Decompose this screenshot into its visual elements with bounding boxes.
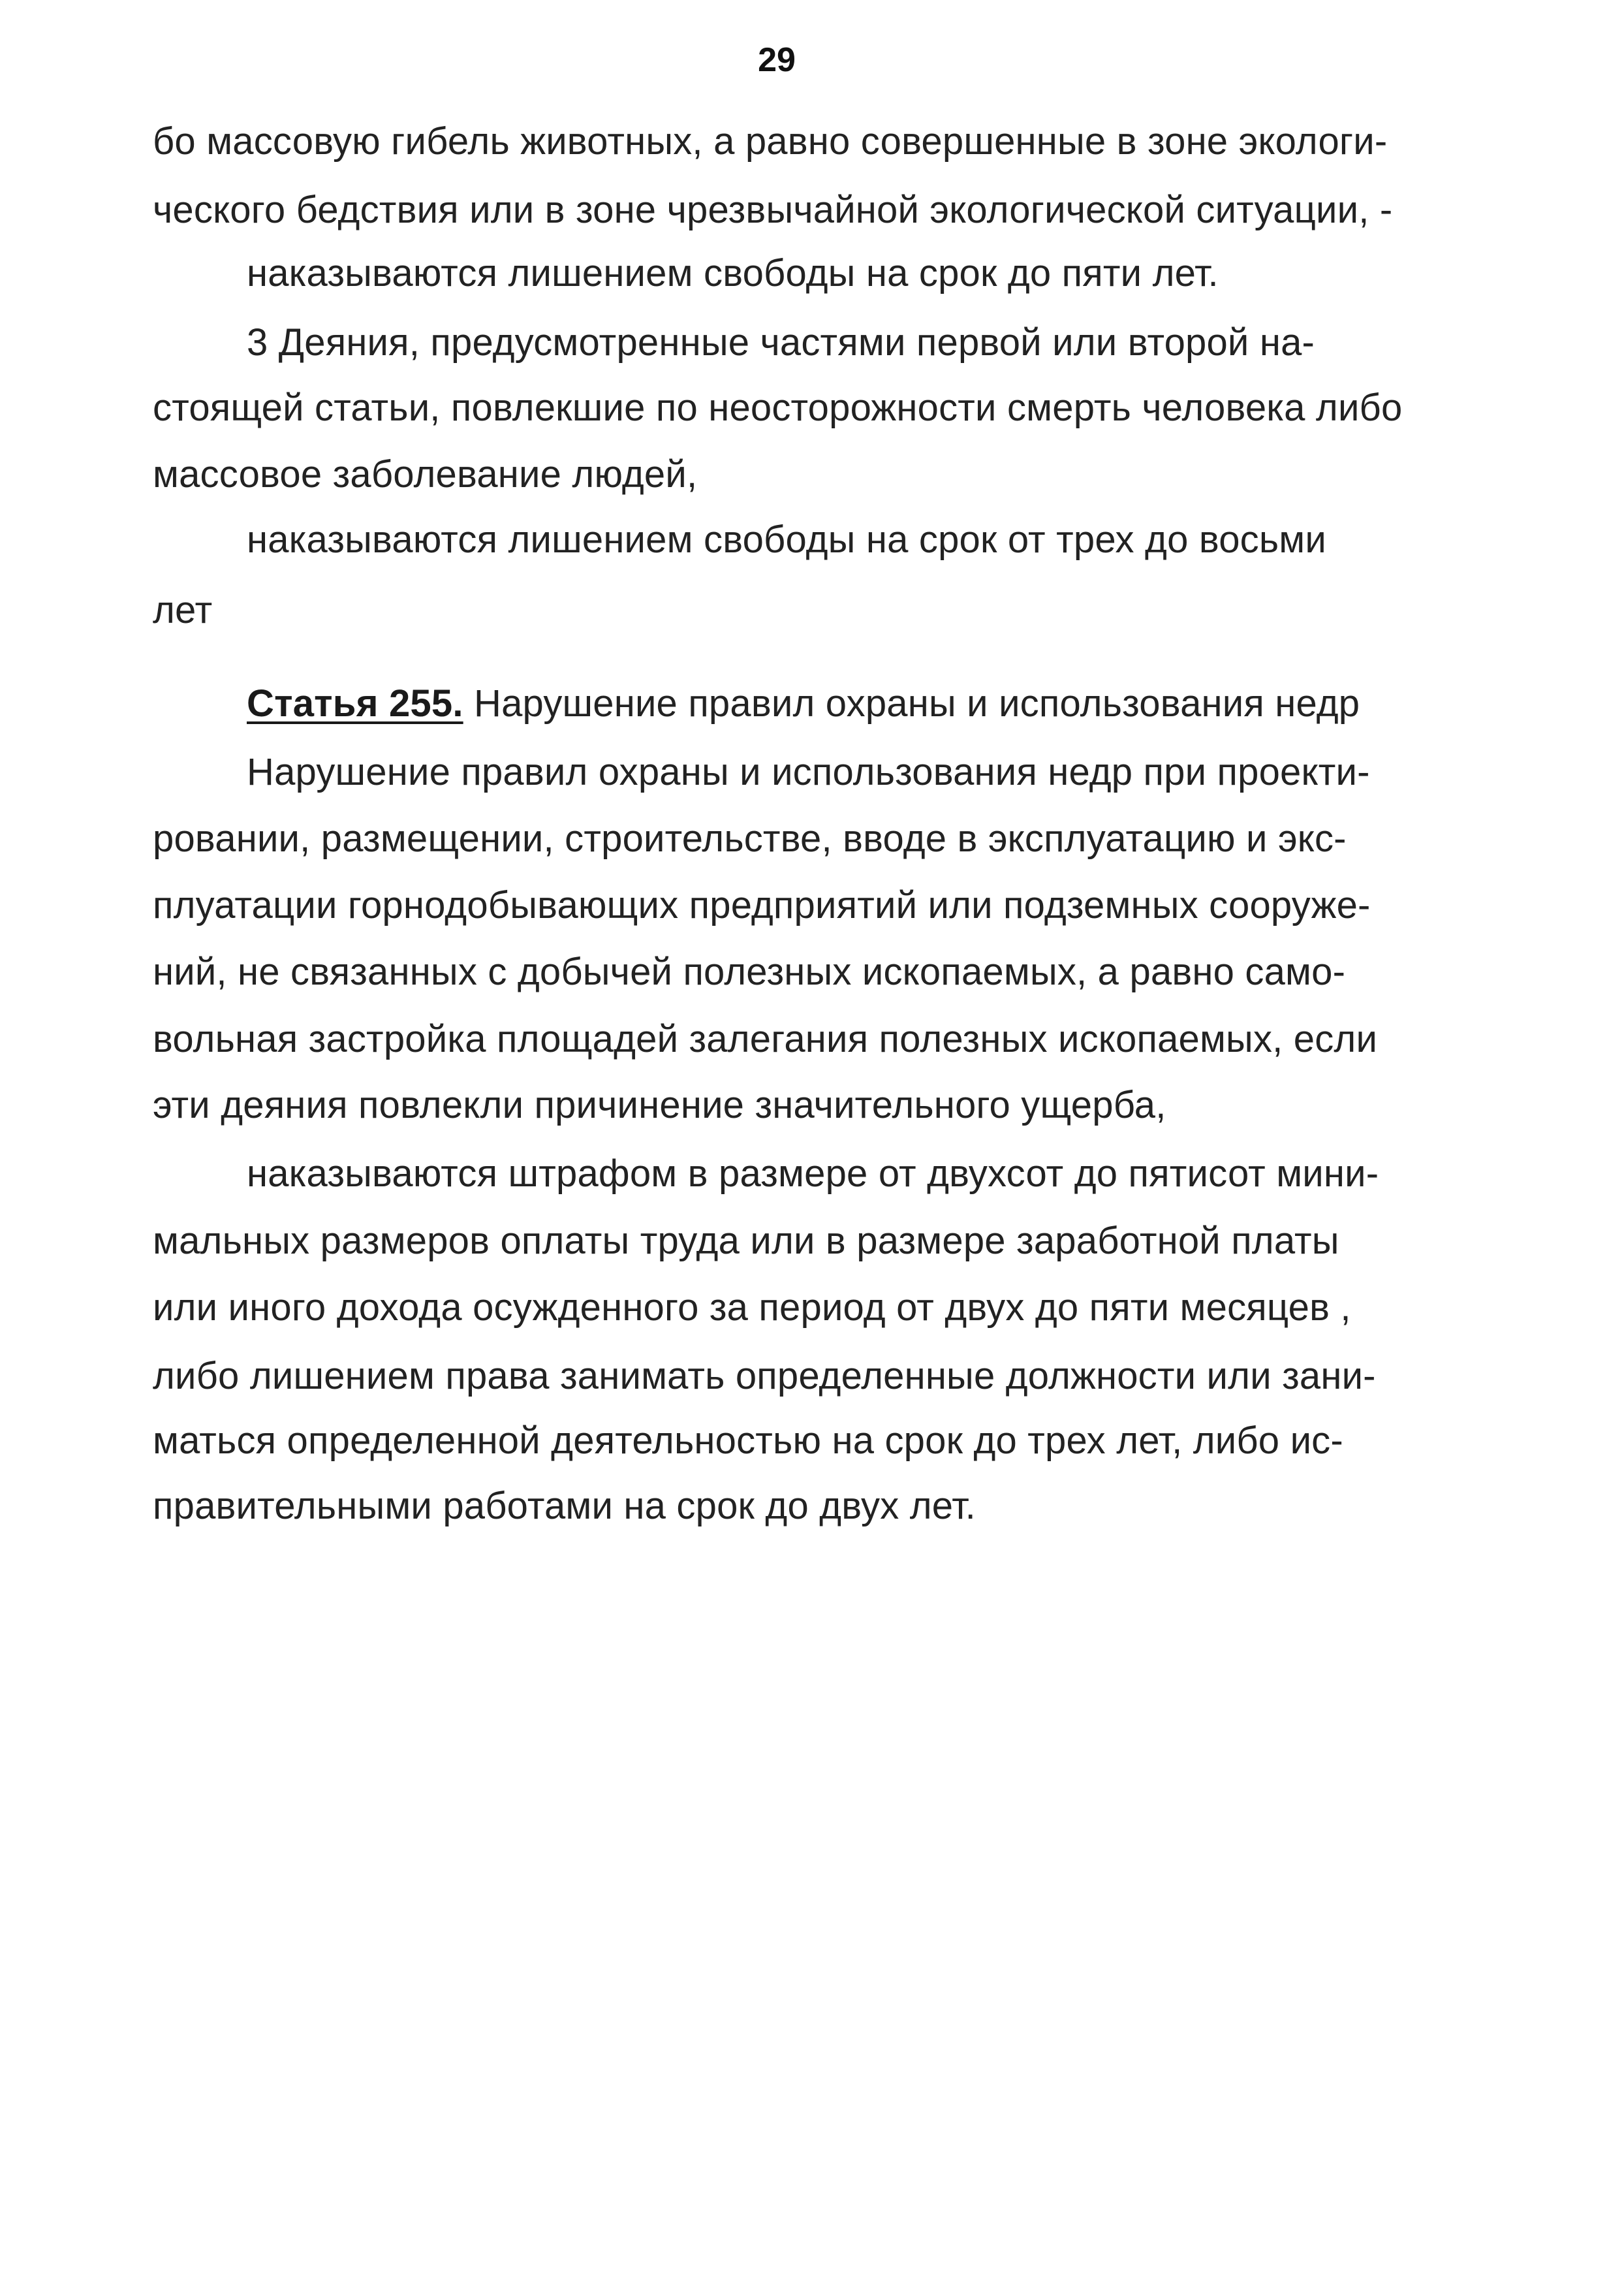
text-line: лет (153, 589, 213, 631)
text-line: наказываются лишением свободы на срок до пяти лет. (247, 252, 1219, 294)
text-line: мальных размеров оплаты труда или в размере заработной платы (153, 1220, 1339, 1262)
text-line: Нарушение правил охраны и использования недр при проекти- (247, 751, 1370, 793)
text-line: ровании, размещении, строительстве, вводе в эксплуатацию и экс- (153, 817, 1347, 860)
text-line: или иного дохода осужденного за период от двух до пяти месяцев , (153, 1286, 1351, 1329)
text-line: массовое заболевание людей, (153, 453, 698, 496)
text-line: маться определенной деятельностью на срок до трех лет, либо ис- (153, 1419, 1343, 1462)
text-line: 3 Деяния, предусмотренные частями первой или второй на- (247, 321, 1315, 364)
text-line: плуатации горнодобывающих предприятий или подземных сооруже- (153, 884, 1371, 926)
article-heading (247, 681, 1360, 727)
page-number: 29 (758, 41, 796, 79)
text-line: наказываются штрафом в размере от двухсот до пятисот мини- (247, 1152, 1379, 1195)
text-line: ческого бедствия или в зоне чрезвычайной экологической ситуации, - (153, 189, 1393, 231)
text-line: вольная застройка площадей залегания полезных ископаемых, если (153, 1018, 1378, 1060)
text-line: эти деяния повлекли причинение значительного ущерба, (153, 1084, 1166, 1126)
text-line: бо массовую гибель животных, а равно совершенные в зоне экологи- (153, 120, 1388, 163)
text-line: правительными работами на срок до двух лет. (153, 1485, 976, 1527)
text-line: ний, не связанных с добычей полезных ископаемых, а равно само- (153, 951, 1346, 993)
text-line: наказываются лишением свободы на срок от трех до восьми (247, 518, 1326, 561)
article-title: Нарушение правил охраны и использования недр (473, 682, 1360, 725)
article-number: Статья 255. (247, 682, 463, 725)
text-line: либо лишением права занимать определенные должности или зани- (153, 1355, 1376, 1397)
text-line: стоящей статьи, повлекшие по неосторожности смерть человека либо (153, 387, 1403, 429)
